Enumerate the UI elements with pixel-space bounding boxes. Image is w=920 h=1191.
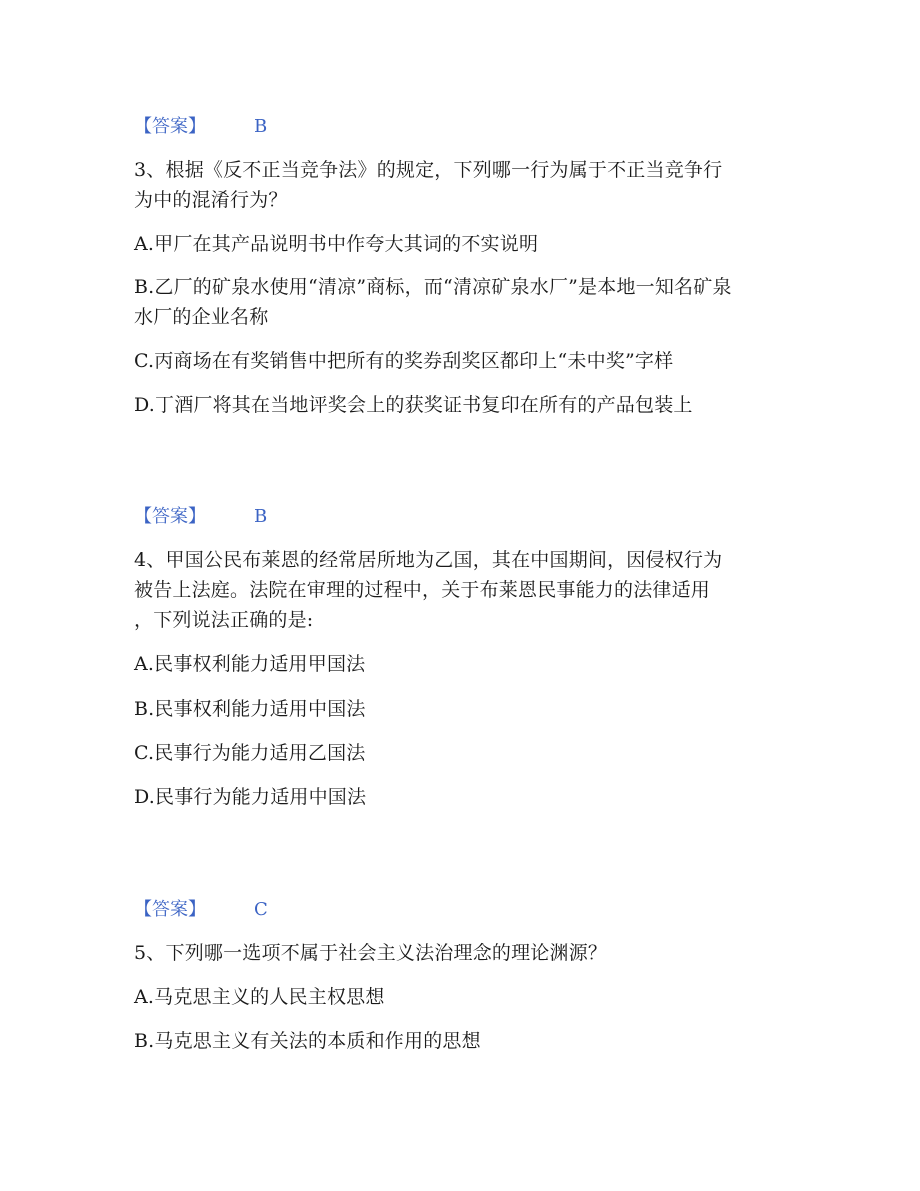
question-text: 4、甲国公民布莱恩的经常居所地为乙国，其在中国期间，因侵权行为 [134,549,723,571]
option-a: A.马克思主义的人民主权思想 [134,986,385,1008]
question-text: 被告上法庭。法院在审理的过程中，关于布莱恩民事能力的法律适用 [134,579,711,601]
question-text: ，下列说法正确的是: [134,609,314,631]
answer-label: 【答案】 [134,899,206,920]
answer-value: C [254,899,268,920]
answer-value: B [254,506,268,527]
option-c: C.丙商场在有奖销售中把所有的奖券刮奖区都印上“未中奖”字样 [134,350,674,372]
option-b-continued: 水厂的企业名称 [134,306,269,328]
answer-value: B [254,116,268,137]
answer-label: 【答案】 [134,116,206,137]
answer-label: 【答案】 [134,506,206,527]
option-a: A.甲厂在其产品说明书中作夸大其词的不实说明 [134,233,539,255]
question-text: 5、下列哪一选项不属于社会主义法治理念的理论渊源？ [134,942,608,964]
answer-line [134,895,268,921]
option-d: D.民事行为能力适用中国法 [134,786,367,808]
option-b: B.乙厂的矿泉水使用“清凉”商标，而“清凉矿泉水厂”是本地一知名矿泉 [134,276,732,298]
answer-line [134,502,267,528]
question-text: 3、根据《反不正当竞争法》的规定，下列哪一行为属于不正当竞争行 [134,159,723,181]
option-c: C.民事行为能力适用乙国法 [134,742,366,764]
option-b: B.民事权利能力适用中国法 [134,698,366,720]
option-d: D.丁酒厂将其在当地评奖会上的获奖证书复印在所有的产品包装上 [134,394,693,416]
option-b: B.马克思主义有关法的本质和作用的思想 [134,1030,481,1052]
option-a: A.民事权利能力适用甲国法 [134,653,366,675]
question-text: 为中的混淆行为？ [134,189,288,211]
answer-line [134,112,267,138]
